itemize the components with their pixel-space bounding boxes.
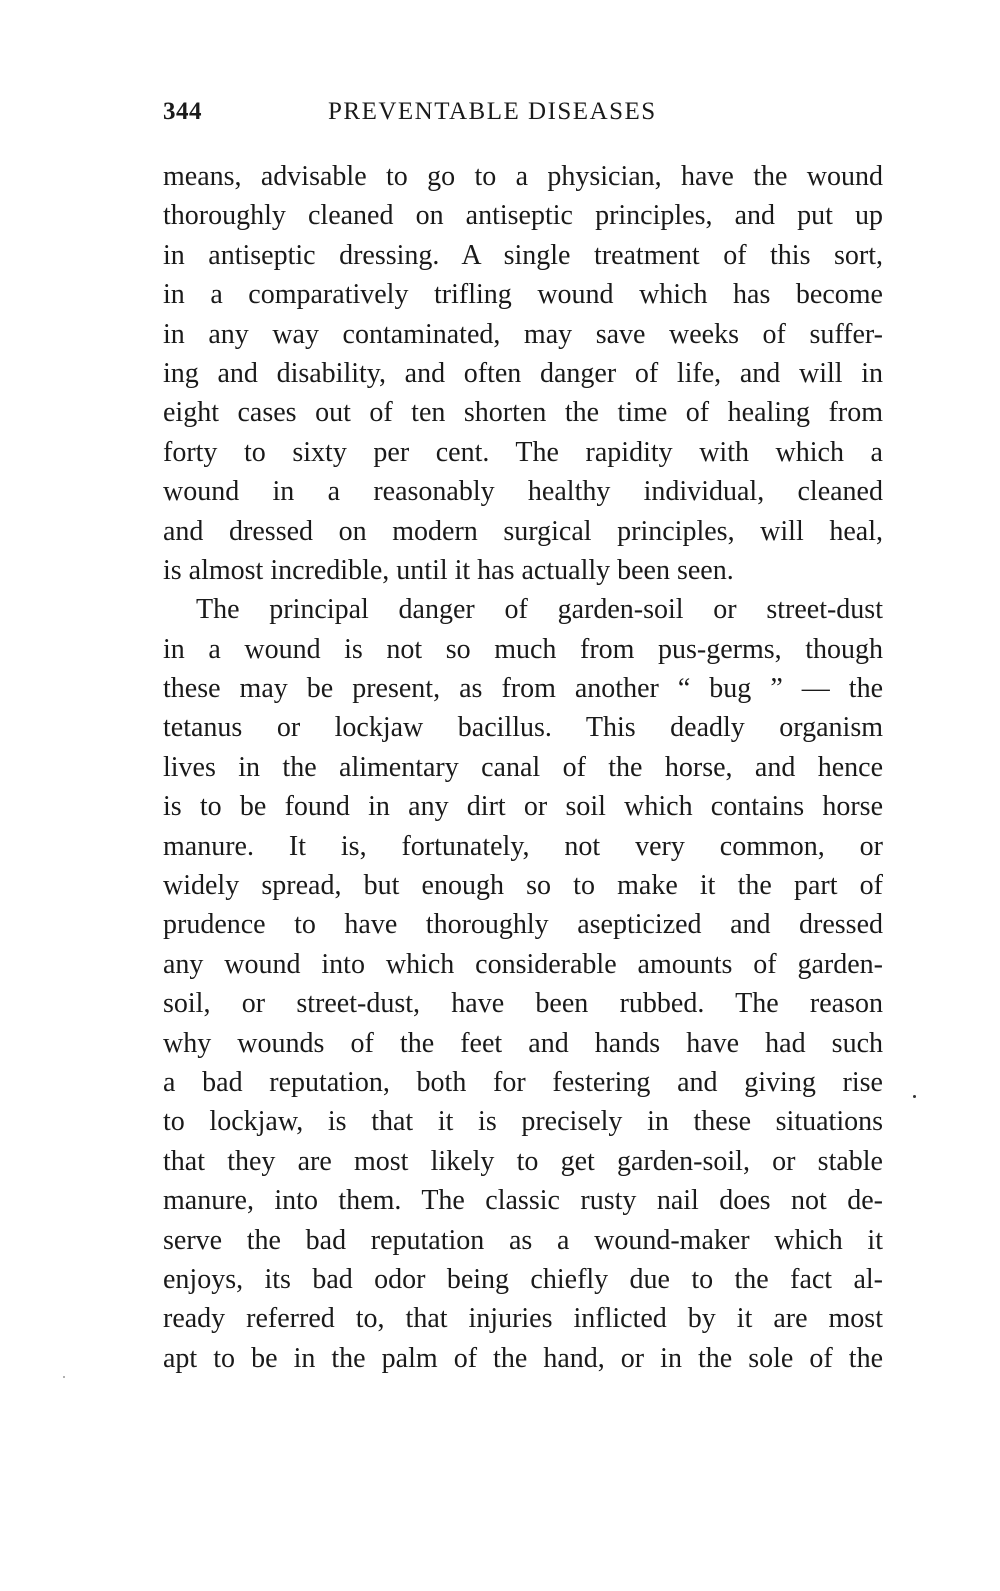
ink-speck bbox=[63, 1376, 65, 1378]
text-line: and dressed on modern surgical principles, will heal, bbox=[163, 515, 883, 547]
text-line: serve the bad reputation as a wound-maker which it bbox=[163, 1224, 883, 1256]
text-line: is to be found in any dirt or soil which contains horse bbox=[163, 791, 883, 823]
paragraph-2 bbox=[163, 590, 883, 1378]
text-line: in a wound is not so much from pus-germs, though bbox=[163, 633, 883, 665]
text-line: thoroughly cleaned on antiseptic principles, and put up bbox=[163, 200, 883, 232]
text-line: why wounds of the feet and hands have had such bbox=[163, 1027, 883, 1059]
paragraph-1 bbox=[163, 157, 883, 590]
text-line: that they are most likely to get garden-soil, or stable bbox=[163, 1145, 883, 1177]
page-number: 344 bbox=[163, 98, 202, 125]
text-line: in antiseptic dressing. A single treatment of this sort, bbox=[163, 239, 883, 271]
text-line: in a comparatively trifling wound which has become bbox=[163, 279, 883, 311]
text-line: eight cases out of ten shorten the time of healing from bbox=[163, 397, 883, 429]
page-header bbox=[163, 98, 883, 132]
text-line: these may be present, as from another “ bug ” — the bbox=[163, 673, 883, 705]
text-line: means, advisable to go to a physician, have the wound bbox=[163, 161, 883, 192]
text-line: is almost incredible, until it has actually been seen. bbox=[163, 554, 734, 586]
text-line: ready referred to, that injuries inflicted by it are most bbox=[163, 1303, 883, 1335]
text-line: wound in a reasonably healthy individual, cleaned bbox=[163, 476, 883, 508]
text-line: ing and disability, and often danger of life, and will in bbox=[163, 357, 883, 389]
text-line: enjoys, its bad odor being chiefly due to the fact al- bbox=[163, 1263, 883, 1295]
text-line: any wound into which considerable amounts of garden- bbox=[163, 948, 883, 980]
text-line: widely spread, but enough so to make it the part of bbox=[163, 870, 883, 902]
text-line: prudence to have thoroughly asepticized and dressed bbox=[163, 909, 883, 941]
text-line: manure. It is, fortunately, not very common, or bbox=[163, 830, 883, 862]
text-line: to lockjaw, is that it is precisely in these situations bbox=[163, 1106, 883, 1138]
running-head: PREVENTABLE DISEASES bbox=[328, 98, 657, 125]
text-line: manure, into them. The classic rusty nail does not de- bbox=[163, 1185, 883, 1217]
text-line: a bad reputation, both for festering and giving rise bbox=[163, 1066, 883, 1098]
ink-speck bbox=[913, 1095, 916, 1098]
text-line: The principal danger of garden-soil or street-dust bbox=[196, 594, 883, 626]
text-line: apt to be in the palm of the hand, or in the sole of the bbox=[163, 1342, 883, 1374]
text-line: soil, or street-dust, have been rubbed. The reason bbox=[163, 988, 883, 1020]
text-line: lives in the alimentary canal of the horse, and hence bbox=[163, 751, 883, 783]
body-text bbox=[163, 157, 883, 1378]
text-line: forty to sixty per cent. The rapidity with which a bbox=[163, 436, 883, 468]
text-line: in any way contaminated, may save weeks of suffer- bbox=[163, 318, 883, 350]
text-line: tetanus or lockjaw bacillus. This deadly organism bbox=[163, 712, 883, 744]
